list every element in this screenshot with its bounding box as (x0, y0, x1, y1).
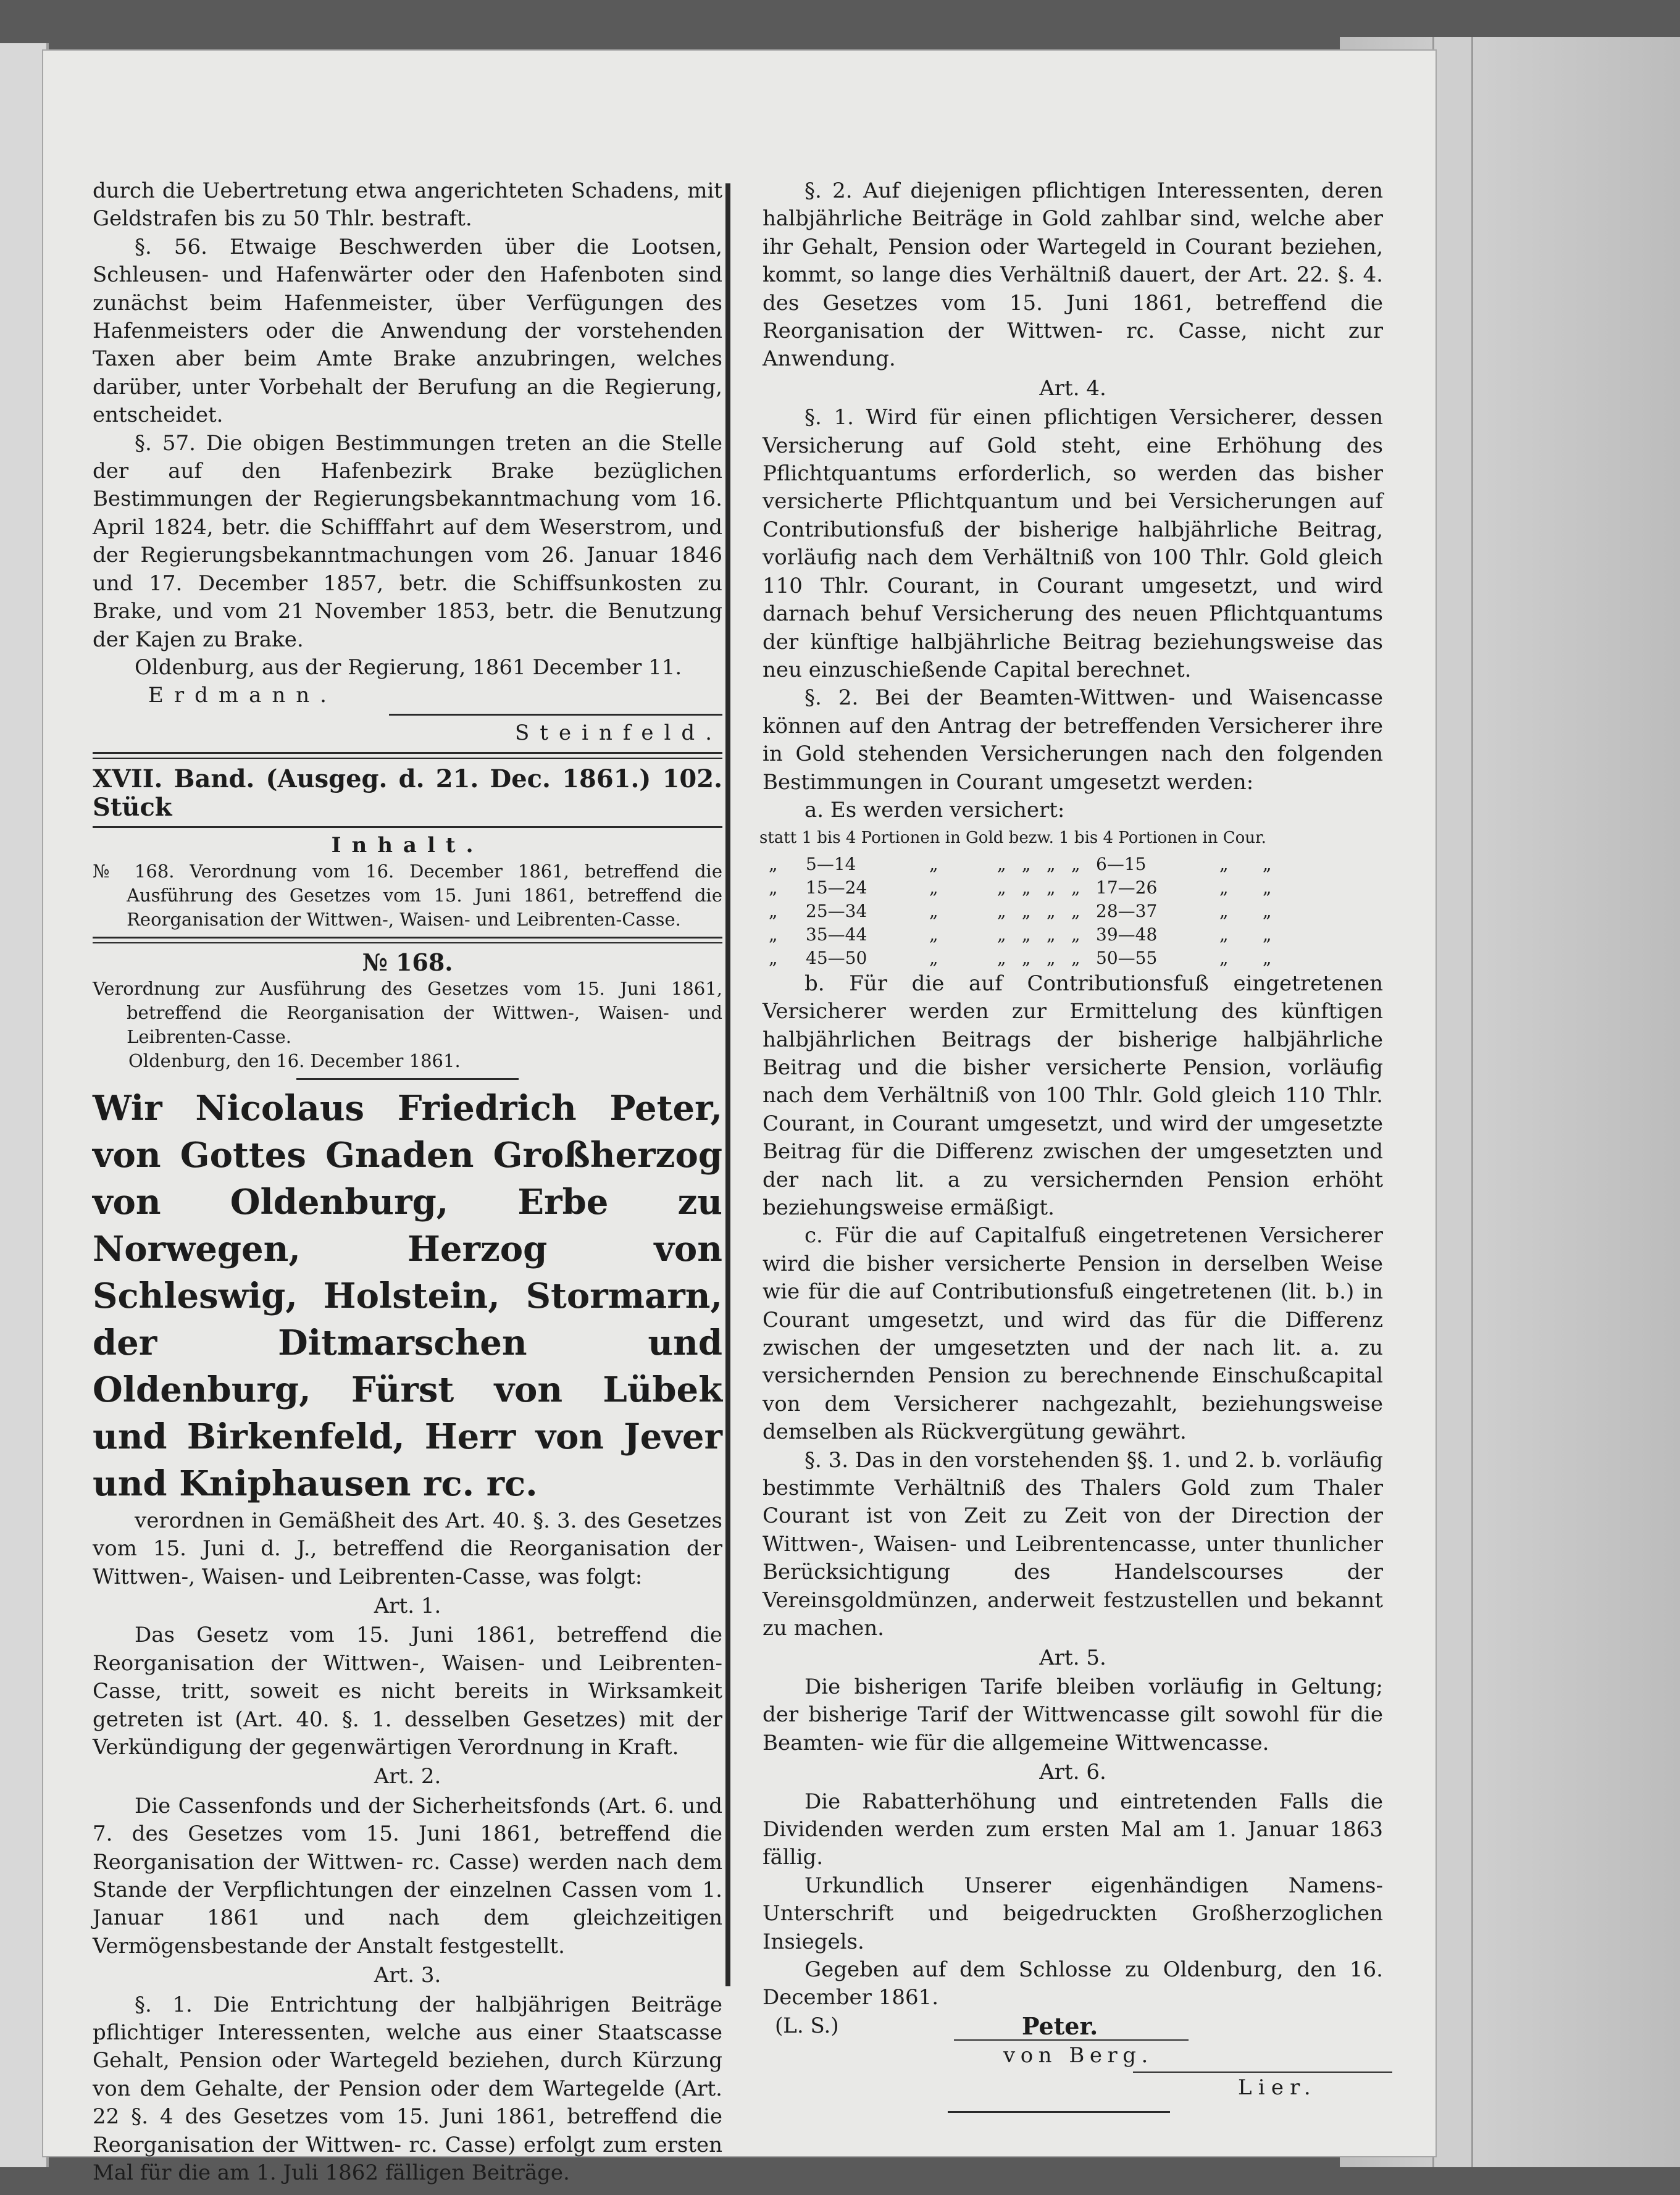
cell: 28—37 (1096, 900, 1158, 921)
paragraph-section-56: §. 56. Etwaige Beschwerden über die Lootsen, Schleusen- und Hafenwärter oder den Hafenboten sind zunächst beim Hafenmeister, über Verfügungen des Hafenmeisters oder die Anwendung der vorstehenden Taxen aber beim Amte Brake anzubringen, welches darüber, unter Vorbehalt der Berufung an die Regierung, entscheidet. (93, 234, 722, 428)
cell: „ (997, 924, 1006, 945)
cell: „ (1022, 853, 1031, 874)
article-4-section-3: §. 3. Das in den vorstehenden §§. 1. und 2. b. vorläufig bestimmte Verhältniß des Thalers Gold zum Thaler Courant ist von Zeit zu Zeit von der Direction der Wittwen-, Waisen- und Leibrentencasse, unter thunlicher Berücksichtigung des Handelscourses der Vereinsgoldmünzen, anderweit festzustellen und bekannt zu machen. (763, 1447, 1383, 1641)
cell: 35—44 (806, 924, 867, 945)
cell: „ (1219, 947, 1229, 968)
cell: 17—26 (1096, 877, 1158, 898)
cell: „ (769, 924, 778, 945)
article-3-section-2: §. 2. Auf diejenigen pflichtigen Interessenten, deren halbjährliche Beiträge in Gold zahlbar sind, welche aber ihr Gehalt, Pension oder Wartegeld in Courant beziehen, kommt, so lange dies Verhältniß dauert, der Art. 22. §. 4. des Gesetzes vom 15. Juni 1861, betreffend die Reorganisation der Wittwen- rc. Casse, nicht zur Anwendung. (763, 178, 1383, 372)
signature-erdmann: Erdmann. (148, 683, 337, 708)
right-column (759, 177, 1383, 2136)
dateline: Oldenburg, aus der Regierung, 1861 December 11. (135, 654, 682, 680)
left-column (93, 177, 722, 2188)
paragraph-section-57: §. 57. Die obigen Bestimmungen treten an die Stelle der auf den Hafenbezirk Brake bezüglichen Bestimmungen der Regierungsbekanntmachung vom 16. April 1824, betr. die Schifffahrt auf dem Weserstrom, und der Regierungsbekanntmachungen vom 26. Januar 1846 und 17. December 1857, betr. die Schiffsunkosten zu Brake, und vom 21 November 1853, betr. die Benutzung der Kajen zu Brake. (93, 430, 722, 652)
cell: „ (1071, 877, 1080, 898)
cell: „ (769, 853, 778, 874)
cell: „ (1071, 853, 1080, 874)
article-4-section-1: §. 1. Wird für einen pflichtigen Versicherer, dessen Versicherung auf Gold steht, eine Erhöhung des Pflichtquantums erforderlich, so werden das bisher versicherte Pflichtquantum und bei Versicherungen auf Contributionsfuß der bisherige halbjährliche Beitrag, vorläufig nach dem Verhältniß von 100 Thlr. Gold gleich 110 Thlr. Courant, in Courant umgesetzt, und wird darnach behuf Versicherung des neuen Pflichtquantums der künftige halbjährliche Beitrag beziehungsweise das neu einzuschießende Capital berechnet. (763, 405, 1383, 682)
article-3-section-1: §. 1. Die Entrichtung der halbjährigen Beiträge pflichtiger Interessenten, welche aus einer Staatscasse Gehalt, Pension oder Wartegeld beziehen, durch Kürzung von dem Gehalte, der Pension oder dem Wartegelde (Art. 22 §. 4 des Gesetzes vom 15. Juni 1861, betreffend die Reorganisation der Wittwen- rc. Casse) erfolgt zum ersten Mal für die am 1. Juli 1862 fälligen Beiträge. (93, 1992, 722, 2186)
cell: „ (1047, 877, 1056, 898)
cell: „ (1263, 924, 1272, 945)
signature-line (954, 2039, 1189, 2041)
cell: „ (997, 900, 1006, 921)
ordinance-date: Oldenburg, den 16. December 1861. (128, 1050, 461, 1071)
sovereign-title: Wir Nicolaus Friedrich Peter, von Gottes Gnaden Großherzog von Oldenburg, Erbe zu Norwegen, Herzog von Schleswig, Holstein, Stormarn, der Ditmarschen und Oldenburg, Fürst von Lübek und Birkenfeld, Herr von Jever und Kniphausen rc. rc. (93, 1087, 722, 1504)
document-page (43, 51, 1436, 2186)
given-at: Gegeben auf dem Schlosse zu Oldenburg, den 16. December 1861. (763, 1957, 1383, 2010)
cell: „ (929, 900, 938, 921)
attestation: Urkundlich Unserer eigenhändigen Namens-Unterschrift und beigedruckten Großherzoglichen Insiegels. (763, 1873, 1383, 1954)
cell: „ (1071, 900, 1080, 921)
signature-line (1133, 2072, 1392, 2073)
cell: „ (1022, 900, 1031, 921)
cell: „ (929, 877, 938, 898)
pension-table-header: statt 1 bis 4 Portionen in Gold bezw. 1 bis 4 Portionen in Cour. (759, 829, 1266, 848)
cell: 39—48 (1096, 924, 1158, 945)
article-3-heading: Art. 3. (374, 1963, 441, 1988)
seal-mark: (L. S.) (775, 2013, 839, 2038)
cell: „ (1022, 877, 1031, 898)
cell: „ (769, 900, 778, 921)
cell: „ (1263, 853, 1272, 874)
cell: „ (1071, 924, 1080, 945)
article-4-heading: Art. 4. (1039, 375, 1106, 401)
contents-entry: № 168. Verordnung vom 16. December 1861, betreffend die Ausführung des Gesetzes vom 15. Juni 1861, betreffend die Reorganisation der Wittwen-, Waisen- und Leibrenten-Casse. (93, 861, 722, 930)
cell: „ (1047, 900, 1056, 921)
cell: „ (1219, 877, 1229, 898)
cell: „ (769, 947, 778, 968)
signature-lier: Lier. (1238, 2075, 1317, 2100)
previous-page-edge (0, 43, 49, 2167)
cell: „ (997, 947, 1006, 968)
ordinance-rule (296, 1078, 519, 1080)
article-5-text: Die bisherigen Tarife bleiben vorläufig in Geltung; der bisherige Tarif der Wittwencasse gilt sowohl für die Beamten- wie für die allgemeine Wittwencasse. (763, 1674, 1383, 1755)
article-6-heading: Art. 6. (1039, 1760, 1106, 1785)
signature-steinfeld: Steinfeld. (515, 720, 722, 745)
cell: „ (1047, 853, 1056, 874)
cell: „ (769, 877, 778, 898)
paragraph: durch die Uebertretung etwa angerichteten Schadens, mit Geldstrafen bis zu 50 Thlr. bestraft. (93, 178, 722, 232)
ordinance-number: № 168. (362, 948, 453, 977)
article-6-text: Die Rabatterhöhung und eintretenden Falls die Dividenden werden zum ersten Mal am 1. Januar 1863 fällig. (763, 1789, 1383, 1870)
signature-rule (389, 714, 722, 716)
cell: 25—34 (806, 900, 867, 921)
cell: „ (1022, 924, 1031, 945)
issue-rule-bottom (93, 826, 722, 828)
cell: 5—14 (806, 853, 856, 874)
contents-rule (93, 937, 722, 943)
book-spine-edge (1432, 37, 1473, 2167)
paragraph-decree: verordnen in Gemäßheit des Art. 40. §. 3. des Gesetzes vom 15. Juni d. J., betreffend die Reorganisation der Wittwen-, Waisen- und Leibrenten-Casse, was folgt: (93, 1508, 722, 1589)
cell: „ (1047, 947, 1056, 968)
cell: „ (1263, 877, 1272, 898)
article-5-heading: Art. 5. (1039, 1645, 1106, 1670)
cell: „ (929, 947, 938, 968)
cell: „ (1047, 924, 1056, 945)
signature-block (763, 2012, 1383, 2136)
cell: „ (1219, 853, 1229, 874)
cell: „ (929, 924, 938, 945)
cell: „ (1219, 924, 1229, 945)
closing-rule (948, 2111, 1170, 2113)
cell: „ (997, 853, 1006, 874)
cell: 45—50 (806, 947, 867, 968)
cell: „ (929, 853, 938, 874)
signature-von-berg: von Berg. (1003, 2042, 1153, 2068)
item-b: b. Für die auf Contributionsfuß eingetretenen Versicherer werden zur Ermittelung des künftigen halbjährlichen Beitrags der bisherige halbjährliche Beitrag und die bisher versicherte Pension, vorläufig nach dem Verhältniß von 100 Thlr. Gold gleich 110 Thlr. Courant, in Courant umgesetzt, und wird der umgesetzte Beitrag für die Differenz zwischen der umgesetzten und der nach lit. a zu versichernden Pension erhöht beziehungsweise ermäßigt. (763, 971, 1383, 1220)
article-1-heading: Art. 1. (374, 1593, 441, 1618)
cell: 50—55 (1096, 947, 1158, 968)
article-4-section-2: §. 2. Bei der Beamten-Wittwen- und Waisencasse können auf den Antrag der betreffenden Versicherer ihre in Gold stehenden Versicherungen nach den folgenden Bestimmungen in Courant umgesetzt werden: (763, 685, 1383, 795)
cell: 6—15 (1096, 853, 1147, 874)
article-2-text: Die Cassenfonds und der Sicherheitsfonds (Art. 6. und 7. des Gesetzes vom 15. Juni 1861, betreffend die Reorganisation der Wittwen- rc. Casse) werden nach dem Stande der Verpflichtungen der einzelnen Cassen vom 1. Januar 1861 und nach dem gleichzeitigen Vermögensbestande der Anstalt festgestellt. (93, 1793, 722, 1959)
cell: „ (997, 877, 1006, 898)
article-1-text: Das Gesetz vom 15. Juni 1861, betreffend die Reorganisation der Wittwen-, Waisen- und Leibrenten-Casse, tritt, soweit es nicht bereits in Wirksamkeit getreten ist (Art. 40. §. 1. desselben Gesetzes) mit der Verkündigung der gegenwärtigen Verordnung in Kraft. (93, 1623, 722, 1760)
contents-heading: Inhalt. (331, 832, 484, 858)
ordinance-title: Verordnung zur Ausführung des Gesetzes vom 15. Juni 1861, betreffend die Reorganisation der Wittwen-, Waisen- und Leibrenten-Casse. (93, 977, 722, 1047)
cell: „ (1219, 900, 1229, 921)
column-divider (725, 183, 730, 1986)
cell: „ (1263, 900, 1272, 921)
issue-header: XVII. Band. (Ausgeg. d. 21. Dec. 1861.) 102. Stück (93, 764, 722, 822)
signature-peter: Peter. (1022, 2012, 1098, 2040)
cell: „ (1263, 947, 1272, 968)
pension-table (769, 853, 1383, 970)
cell: 15—24 (806, 877, 867, 898)
article-2-heading: Art. 2. (374, 1764, 441, 1789)
item-a: a. Es werden versichert: (804, 797, 1065, 822)
item-c: c. Für die auf Capitalfuß eingetretenen Versicherer wird die bisher versicherte Pension in derselben Weise wie für die auf Contributionsfuß eingetretenen (lit. b.) in Courant umgesetzt, und wird das für die Differenz zwischen der umgesetzten und der nach lit. a. zu versichernden Pension zu berechnende Einschußcapital von dem Versicherer nachgezahlt, beziehungsweise demselben als Rückvergütung gewährt. (763, 1223, 1383, 1445)
issue-rule-top (93, 752, 722, 759)
cell: „ (1071, 947, 1080, 968)
cell: „ (1022, 947, 1031, 968)
